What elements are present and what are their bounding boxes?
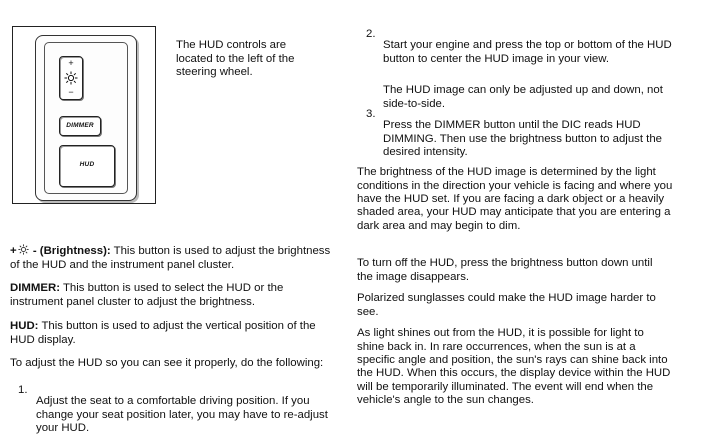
step-3-text: Press the DIMMER button until the DIC reads HUD DIMMING. Then use the brightness button to adjust the desired intensity. [383,119,663,158]
brightness-paragraph: The brightness of the HUD image is determined by the light conditions in the direction your vehicle is facing and where you have the HUD set. If you are facing a dark object or a heavily shaded area, your HUD may anticipate that you are entering a dark area and may begin to dim. [357,166,673,232]
adjust-intro: To adjust the HUD so you can see it properly, do the following: [10,357,324,370]
dimmer-description [10,282,332,309]
brightness-icon [18,244,29,255]
hud-text: This button is used to adjust the vertical position of the HUD display. [10,320,316,346]
hud-description [10,320,332,347]
brightness-icon [64,71,78,85]
control-panel [35,35,137,201]
sun-reflection-paragraph: As light shines out from the HUD, it is possible for light to shine back in. In rare occurrences, when the sun is at a specific angle and position, the sun's rays can shine back into the HUD. When this occurs, the display device within the HUD will be temporarily illuminated. The event will end when the vehicle's angle to the sun changes. [357,327,671,406]
brightness-description [10,244,332,272]
step-2-number: 2. [366,28,376,40]
brightness-button [59,56,83,100]
dimmer-button [59,116,101,136]
turn-off-paragraph: To turn off the HUD, press the brightness button down until the image disappears. [357,257,653,283]
dimmer-button-label: DIMMER [66,122,94,129]
step-2-text: Start your engine and press the top or bottom of the HUD button to center the HUD image in your view. [383,39,672,65]
sunglasses-paragraph: Polarized sunglasses could make the HUD image harder to see. [357,292,656,318]
hud-button-label: HUD [79,161,95,168]
step-1-text: Adjust the seat to a comfortable driving position. If you change your seat position later, you may have to re-adjust your HUD. [36,395,328,434]
control-panel-bezel [44,42,128,194]
dimmer-text: This button is used to select the HUD or the instrument panel cluster to adjust the brightness. [10,282,284,308]
brightness-text: This button is used to adjust the brightness of the HUD and the instrument panel cluster. [10,245,331,271]
plus-sign: + [68,58,74,68]
hud-button [59,145,115,187]
minus-sign: − [68,87,74,97]
hud-controls-figure [12,26,156,204]
brightness-plus: + [10,245,17,258]
brightness-term: - (Brightness): [32,245,111,258]
step-3-number: 3. [366,108,376,120]
step-1-number: 1. [18,384,28,396]
dimmer-term: DIMMER: [10,282,60,295]
hud-term: HUD: [10,320,39,333]
intro-text: The HUD controls are located to the left of the steering wheel. [176,39,295,78]
step-2-note: The HUD image can only be adjusted up and down, not side-to-side. [383,84,663,110]
